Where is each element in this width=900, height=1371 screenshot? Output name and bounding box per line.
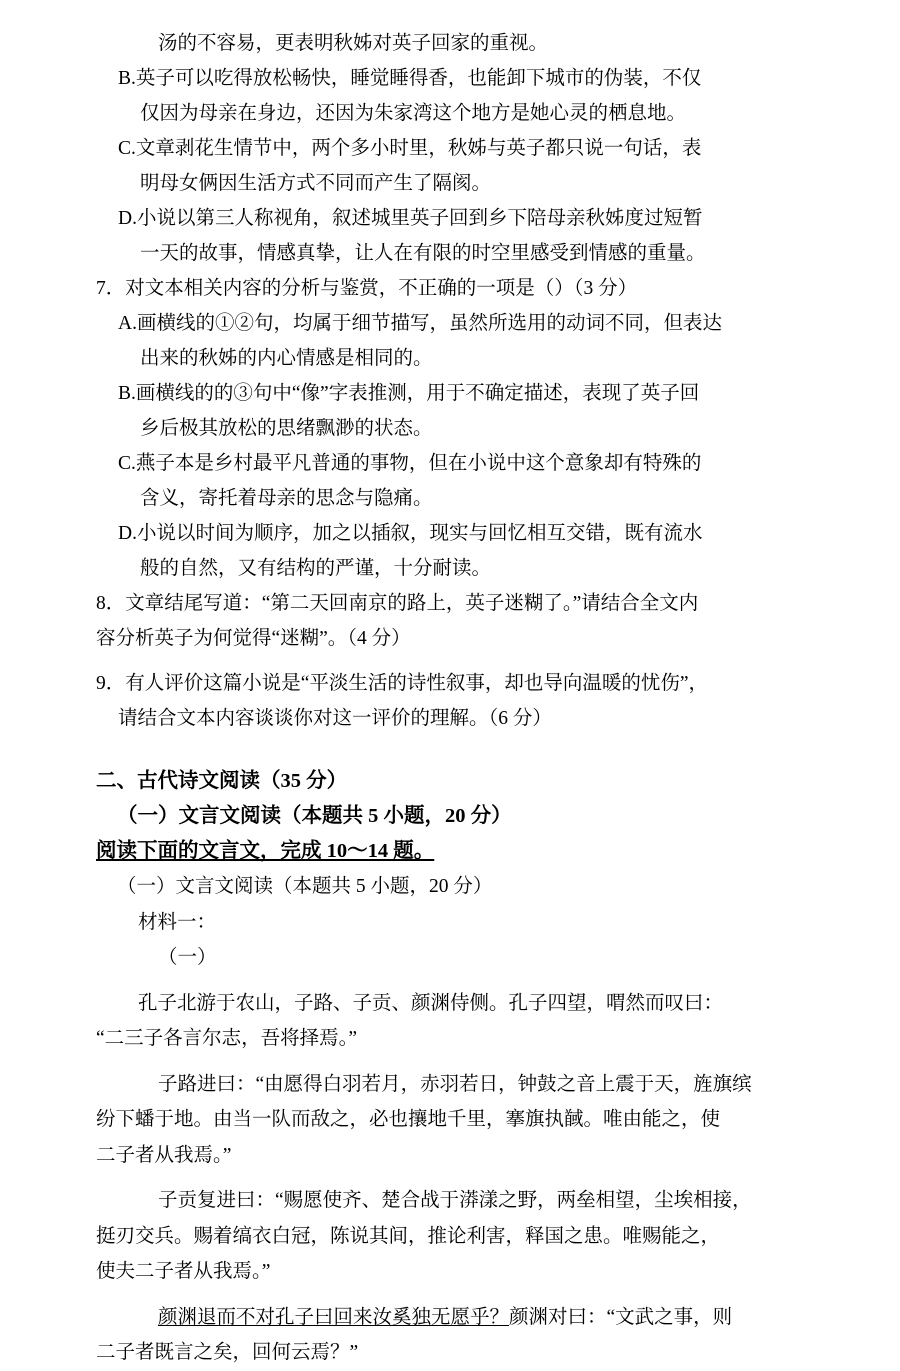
spacer: [96, 1173, 822, 1183]
classical-clause: 颜渊对曰：“文武之事，则: [509, 1306, 733, 1328]
classical-paragraph-line: 二子者从我焉。”: [96, 1144, 232, 1166]
section-2-heading: 二、古代诗文阅读（35 分）: [96, 770, 348, 792]
question-9-line-1: 9．有人评价这篇小说是“平淡生活的诗性叙事，却也导向温暖的忧伤”，: [96, 673, 709, 694]
section-2-repeat-heading: （一）文言文阅读（本题共 5 小题，20 分）: [117, 876, 493, 897]
spacer: [96, 1290, 822, 1300]
option-text: 燕子本是乡村最平凡普通的事物，但在小说中这个意象却有特殊的: [135, 453, 702, 474]
spacer: [96, 1057, 822, 1067]
section-2-subheading: （一）文言文阅读（本题共 5 小题，20 分）: [117, 805, 512, 827]
classical-paragraph-line: 纷下蟠于地。由当一队而敌之，必也攘地千里，搴旗执馘。唯由能之，使: [96, 1109, 721, 1130]
option-continuation: 一天的故事，情感真挚，让人在有限的时空里感受到情感的重量。: [140, 243, 706, 264]
option-continuation: 般的自然，又有结构的严谨，十分耐读。: [140, 558, 492, 579]
option-text: 小说以时间为顺序，加之以插叙，现实与回忆相互交错，既有流水: [136, 523, 703, 544]
section-2-instruction: 阅读下面的文言文，完成 10～14 题。: [96, 840, 435, 862]
option-item: [96, 61, 822, 96]
option-continuation: 含义，寄托着母亲的思念与隐痛。: [140, 488, 433, 509]
option-continuation: 乡后极其放松的思绪飘渺的状态。: [140, 418, 433, 439]
option-item: [96, 131, 822, 166]
option-text: 小说以第三人称视角，叙述城里英子回到乡下陪母亲秋姊度过短暂: [136, 208, 703, 229]
option-label: D.: [118, 208, 137, 229]
classical-paragraph: 子贡复进曰：“赐愿使齐、楚合战于漭漾之野，两垒相望，尘埃相接，: [158, 1190, 752, 1211]
option-item: [96, 516, 822, 551]
option-text: 文章剥花生情节中，两个多小时里，秋姊与英子都只说一句话，表: [135, 138, 702, 159]
option-label: C.: [118, 138, 136, 159]
spacer: [96, 976, 822, 986]
classical-paragraph-line: 二子者既言之矣，回何云焉？”: [96, 1342, 359, 1363]
classical-paragraph-line: 挺刃交兵。赐着缟衣白冠，陈说其间，推论利害，释国之患。唯赐能之，: [96, 1225, 721, 1247]
option-item: [96, 376, 822, 411]
option-item: [96, 446, 822, 481]
option-continuation: 仅因为母亲在身边，还因为朱家湾这个地方是她心灵的栖息地。: [140, 103, 687, 124]
classical-paragraph-line: 使夫二子者从我焉。”: [96, 1261, 271, 1282]
option-text: 画横线的的③句中“像”字表推测，用于不确定描述，表现了英子回: [135, 383, 700, 404]
option-continuation: 出来的秋姊的内心情感是相同的。: [140, 348, 433, 369]
option-item: [96, 201, 822, 236]
material-label: 材料一：: [138, 911, 217, 933]
underlined-clause: 颜渊退而不对孔子曰回来汝奚独无愿乎？: [158, 1306, 510, 1328]
option-label: B.: [118, 383, 136, 404]
option-label: A.: [118, 313, 137, 334]
option-label: C.: [118, 453, 136, 474]
question-8-line-2: 容分析英子为何觉得“迷糊”。（4 分）: [96, 628, 411, 649]
option-text: 英子可以吃得放松畅快，睡觉睡得香，也能卸下城市的伪装，不仅: [135, 68, 702, 89]
classical-paragraph: [96, 1300, 822, 1336]
option-item: [96, 306, 822, 341]
spacer: [96, 656, 822, 666]
option-text: 画横线的①②句，均属于细节描写，虽然所选用的动词不同，但表达: [136, 313, 722, 334]
question-8-line-1: 8．文章结尾写道：“第二天回南京的路上，英子迷糊了。”请结合全文内: [96, 593, 699, 614]
section-label: （一）: [158, 947, 217, 968]
question-9-line-2: 请结合文本内容谈谈你对这一评价的理解。（6 分）: [118, 708, 552, 729]
classical-paragraph-line: “二三子各言尔志，吾将择焉。”: [96, 1028, 358, 1049]
question-7-stem: 7．对文本相关内容的分析与鉴赏，不正确的一项是（）（3 分）: [96, 278, 638, 299]
classical-paragraph: 孔子北游于农山，子路、子贡、颜渊侍侧。孔子四望，喟然而叹曰：: [138, 992, 724, 1014]
top-text-fragment: 汤的不容易，更表明秋姊对英子回家的重视。: [158, 33, 549, 54]
classical-paragraph: 子路进曰：“由愿得白羽若月，赤羽若日，钟鼓之音上震于天，旌旗缤: [158, 1073, 752, 1095]
section-spacer: [96, 736, 822, 764]
option-continuation: 明母女俩因生活方式不同而产生了隔阂。: [140, 173, 492, 194]
option-label: B.: [118, 68, 136, 89]
option-label: D.: [118, 523, 137, 544]
